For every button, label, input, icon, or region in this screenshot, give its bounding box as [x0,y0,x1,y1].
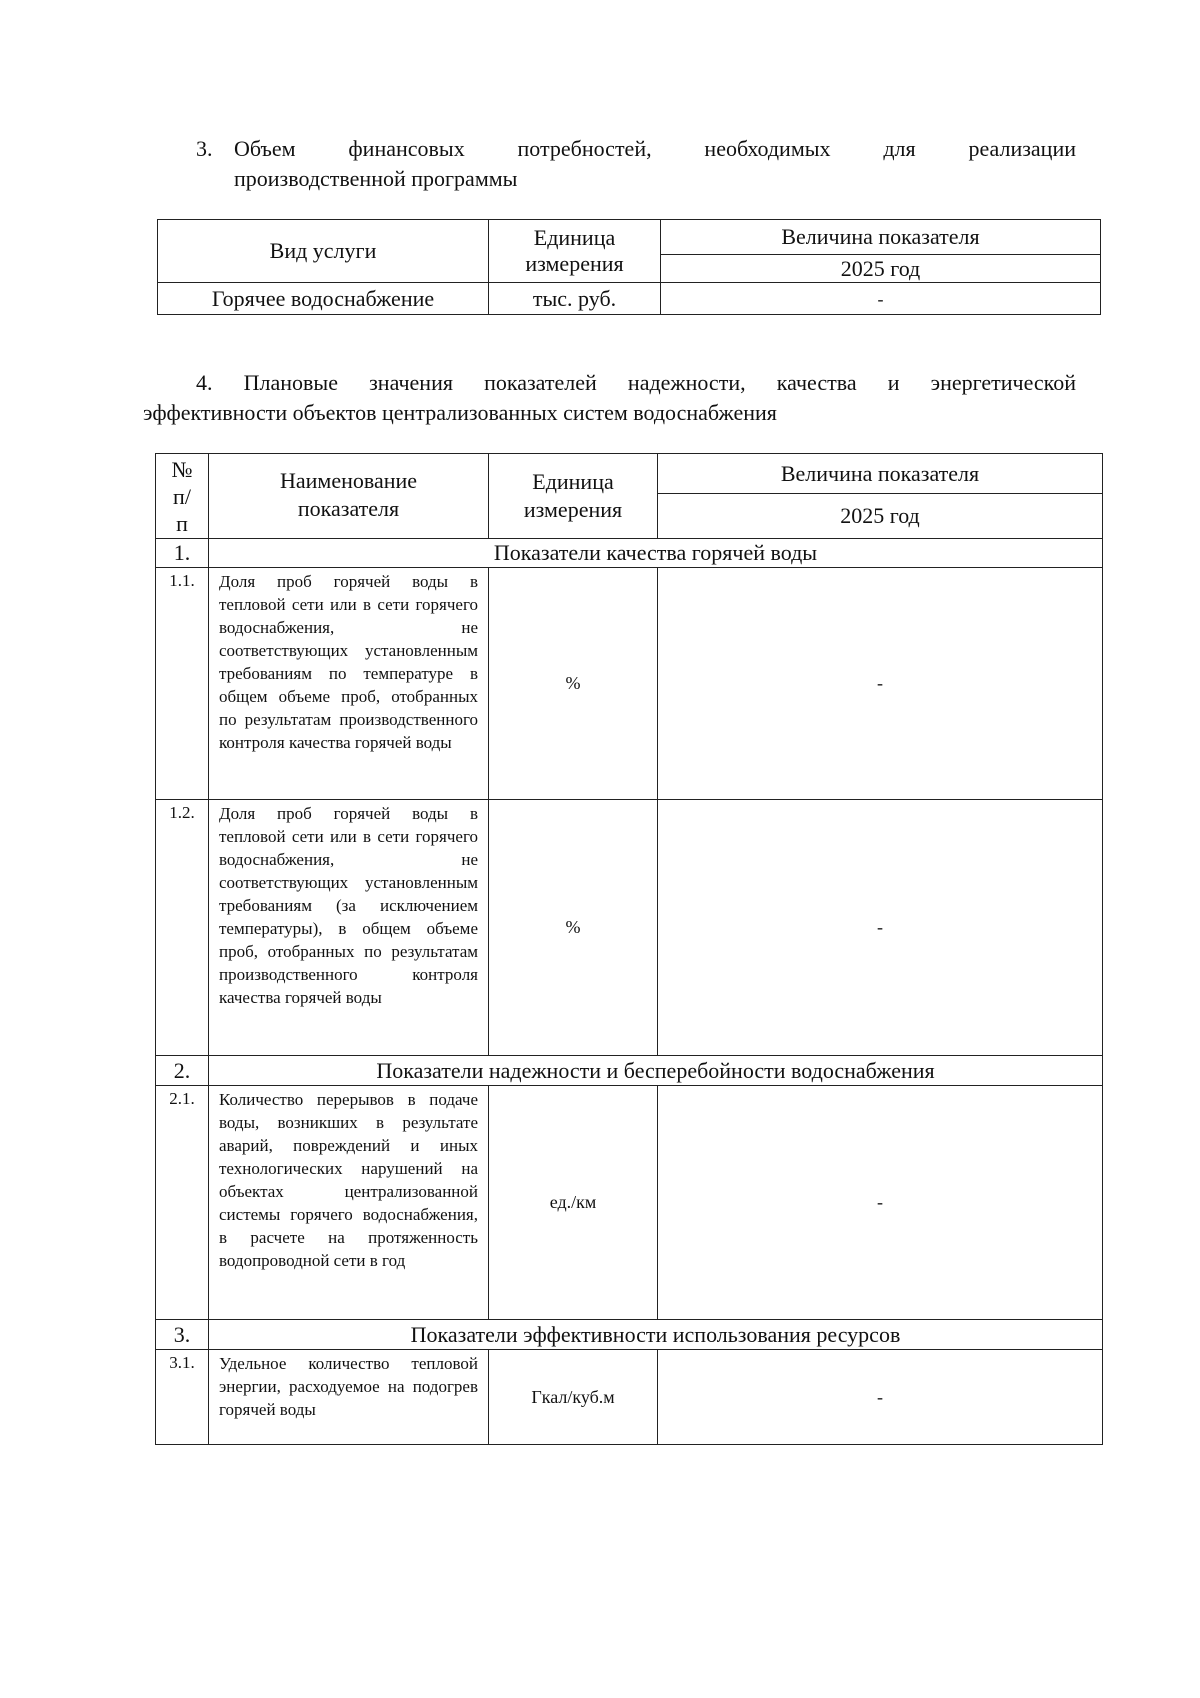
header-unit-line1: Единица [532,469,614,494]
header-year: 2025 год [658,494,1103,539]
header-unit-line1: Единица [533,225,616,250]
header-value: Величина показателя [661,220,1101,255]
header-unit [489,454,658,539]
row-value: - [658,1350,1103,1445]
header-number-line2: п/ [173,483,191,509]
header-value: Величина показателя [658,454,1103,494]
row-name: Удельное количество тепловой энергии, расходуемое на подогрев горячей воды [209,1350,489,1445]
header-name [209,454,489,539]
row-value: - [658,800,1103,1056]
header-number [156,454,209,539]
header-service [158,220,489,283]
row-unit: Гкал/куб.м [489,1350,658,1445]
row-unit: % [489,800,658,1056]
header-unit-line2: измерения [525,251,624,276]
section-number: 3. [156,1320,209,1350]
header-unit-line2: измерения [523,497,623,522]
row-value: - [658,568,1103,800]
row-number: 1.1. [156,568,209,800]
row-unit: тыс. руб. [489,283,661,315]
row-name: Доля проб горячей воды в тепловой сети или в сети горячего водоснабжения, не соответствующих установленным требованиям (за исключением температуры), в общем объеме проб, отобранных по результатам производственного контроля качества горячей воды [209,800,489,1056]
section-3-title-line2: производственной программы [234,166,518,191]
section-4-title-line1: 4. Плановые значения показателей надежности, качества и энергетической [196,370,1076,395]
indicators-table [155,453,1103,1445]
header-name-line2: показателя [297,496,400,521]
row-unit: % [489,568,658,800]
section-3-number: 3. [196,136,213,161]
financial-needs-table [157,219,1101,315]
section-4-heading [143,368,1076,428]
section-4-title-line2: эффективности объектов централизованных систем водоснабжения [143,400,777,425]
row-service: Горячее водоснабжение [158,283,489,315]
row-name: Доля проб горячей воды в тепловой сети или в сети горячего водоснабжения, не соответствующих установленным требованиям по температуре в общем объеме проб, отобранных по результатам производственного контроля качества горячей воды [209,568,489,800]
header-unit [489,220,661,283]
header-year: 2025 год [661,255,1101,283]
header-name-line1: Наименование [279,468,418,493]
row-value: - [661,283,1101,315]
row-unit: ед./км [489,1086,658,1320]
section-title: Показатели качества горячей воды [209,539,1103,568]
row-number: 2.1. [156,1086,209,1320]
section-number: 2. [156,1056,209,1086]
header-number-line1: № [171,456,193,482]
row-name: Количество перерывов в подаче воды, возникших в результате аварий, повреждений и иных технологических нарушений на объектах централизованной системы горячего водоснабжения, в расчете на протяженность водопроводной сети в год [209,1086,489,1320]
header-number-line3: п [176,510,188,536]
section-title: Показатели надежности и бесперебойности водоснабжения [209,1056,1103,1086]
row-number: 3.1. [156,1350,209,1445]
section-number: 1. [156,539,209,568]
section-title: Показатели эффективности использования ресурсов [209,1320,1103,1350]
row-value: - [658,1086,1103,1320]
section-3-title-line1: Объем финансовых потребностей, необходимых для реализации [234,136,1076,161]
row-number: 1.2. [156,800,209,1056]
header-service-text: Вид услуги [269,238,377,263]
